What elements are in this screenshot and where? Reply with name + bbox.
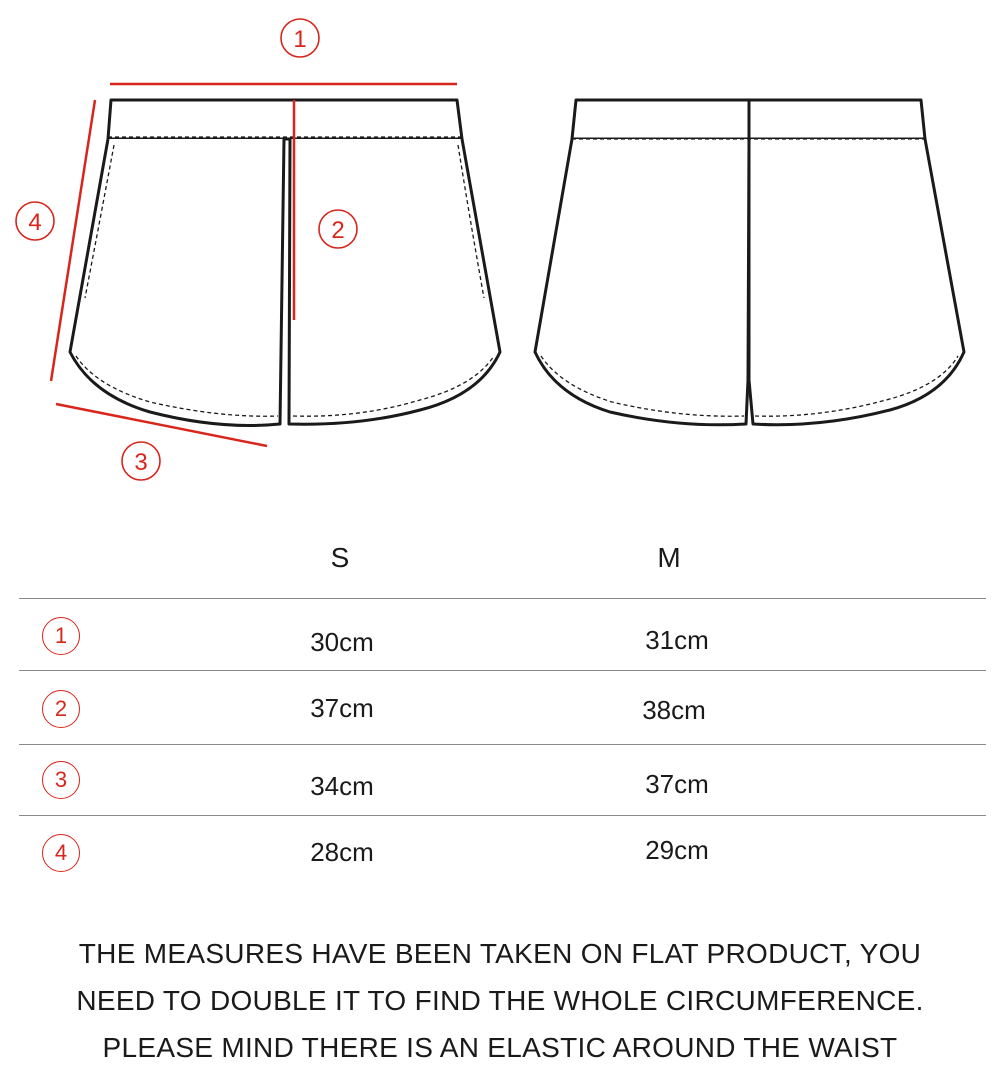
cell-size-m: 38cm bbox=[642, 695, 706, 725]
cell-size-s: 34cm bbox=[310, 771, 374, 801]
front-waistband bbox=[108, 100, 462, 139]
table-divider bbox=[19, 670, 986, 671]
marker-2 bbox=[319, 210, 357, 248]
marker-3 bbox=[122, 442, 160, 480]
front-left-leg bbox=[70, 139, 284, 426]
svg-text:3: 3 bbox=[134, 449, 148, 476]
header-size-m: M bbox=[657, 542, 681, 573]
svg-text:4: 4 bbox=[28, 209, 42, 236]
cell-size-m: 37cm bbox=[645, 769, 709, 799]
row-marker: 2 bbox=[42, 690, 80, 728]
table-divider bbox=[19, 598, 986, 599]
note-line-1: THE MEASURES HAVE BEEN TAKEN ON FLAT PRODUCT, YOU bbox=[78, 938, 922, 969]
back-right-leg bbox=[749, 139, 964, 425]
table-divider bbox=[19, 815, 986, 816]
marker-1 bbox=[281, 19, 319, 57]
row-marker: 3 bbox=[42, 761, 80, 799]
note-line-3: PLEASE MIND THERE IS AN ELASTIC AROUND THE WAIST bbox=[102, 1032, 898, 1063]
cell-size-s: 37cm bbox=[310, 693, 374, 723]
shorts-back-view bbox=[535, 100, 964, 425]
marker-4 bbox=[16, 202, 54, 240]
cell-size-m: 31cm bbox=[645, 625, 709, 655]
front-right-leg bbox=[289, 139, 500, 424]
svg-text:2: 2 bbox=[331, 217, 345, 244]
table-divider bbox=[19, 744, 986, 745]
svg-text:1: 1 bbox=[293, 26, 307, 53]
header-size-s: S bbox=[330, 542, 350, 573]
cell-size-s: 30cm bbox=[310, 627, 374, 657]
cell-size-s: 28cm bbox=[310, 837, 374, 867]
cell-size-m: 29cm bbox=[645, 835, 709, 865]
note-line-2: NEED TO DOUBLE IT TO FIND THE WHOLE CIRCUMFERENCE. bbox=[76, 985, 924, 1016]
shorts-measurement-diagram bbox=[0, 0, 1000, 500]
shorts-front-view bbox=[70, 100, 500, 426]
row-marker: 1 bbox=[42, 617, 80, 655]
row-marker: 4 bbox=[42, 834, 80, 872]
